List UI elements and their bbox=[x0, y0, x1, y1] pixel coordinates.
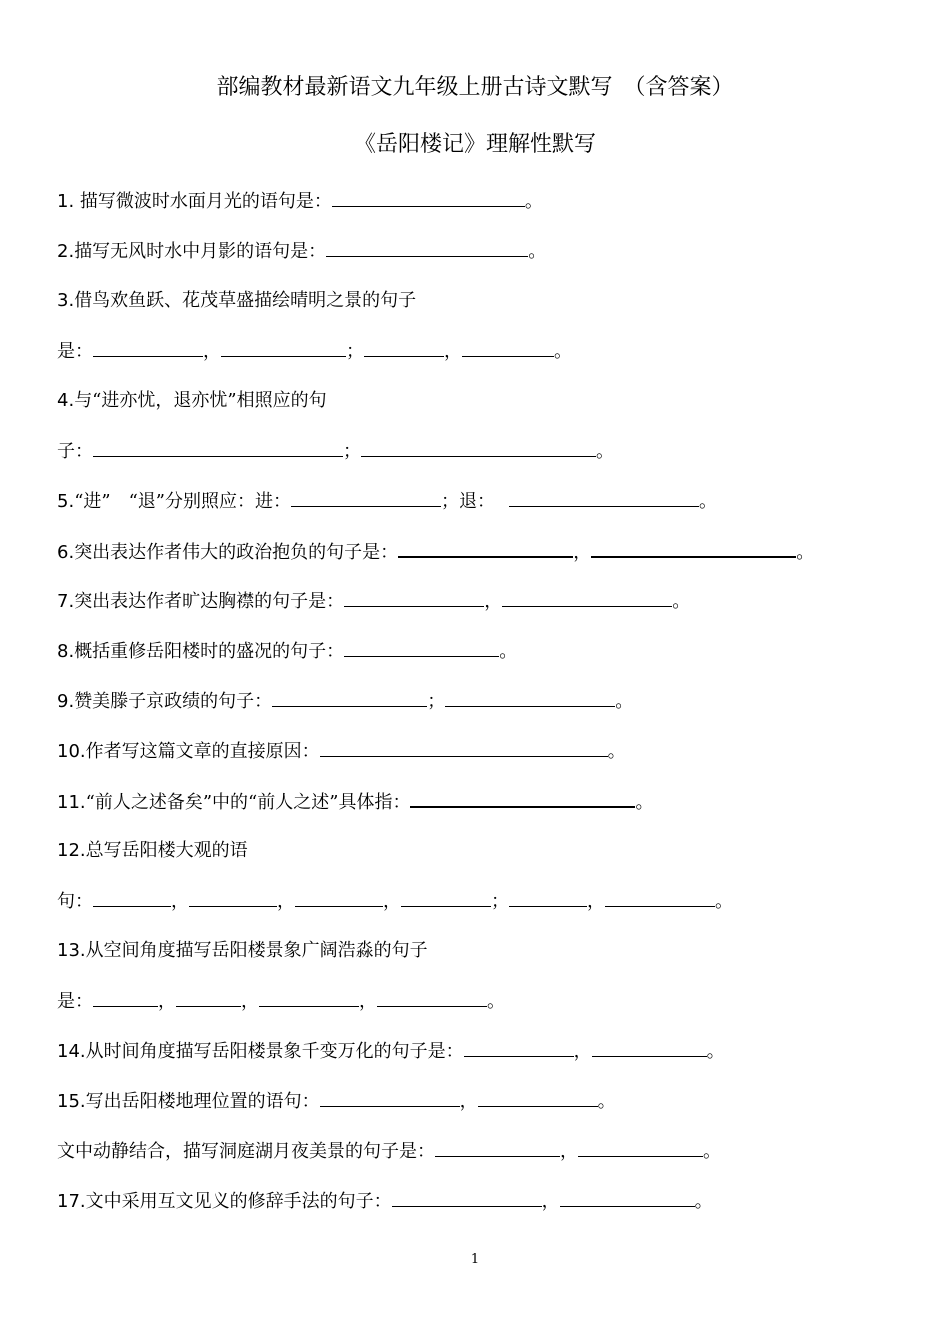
question-number: 12. bbox=[57, 840, 86, 861]
answer-blank[interactable] bbox=[326, 240, 528, 257]
question-10 bbox=[57, 740, 626, 763]
answer-blank[interactable] bbox=[259, 990, 359, 1007]
question-number: 5. bbox=[57, 491, 75, 512]
semicolon: ； bbox=[346, 341, 364, 362]
semicolon: ； bbox=[427, 691, 446, 712]
question-text-cont: 是： bbox=[57, 341, 93, 362]
question-number: 1. bbox=[57, 191, 75, 212]
question-text: 概括重修岳阳楼时的盛况的句子： bbox=[74, 641, 345, 662]
answer-blank[interactable] bbox=[478, 1090, 598, 1107]
question-8 bbox=[57, 640, 517, 663]
period: 。 bbox=[715, 891, 733, 912]
question-text-cont: 是： bbox=[57, 991, 93, 1012]
question-text: 写出岳阳楼地理位置的语句： bbox=[85, 1091, 320, 1112]
question-12-answer-line bbox=[57, 890, 733, 913]
question-text: 赞美滕子京政绩的句子： bbox=[74, 691, 273, 712]
question-7 bbox=[57, 590, 690, 613]
question-15 bbox=[57, 1090, 616, 1113]
question-text: 突出表达作者伟大的政治抱负的句子是： bbox=[74, 542, 399, 563]
question-text: 文中动静结合，描写洞庭湖月夜美景的句子是： bbox=[57, 1141, 435, 1162]
question-text: “进” “退”分别照应：进： bbox=[74, 491, 291, 512]
period: 。 bbox=[597, 1091, 616, 1112]
comma: ， bbox=[359, 991, 377, 1012]
question-text: 突出表达作者旷达胸襟的句子是： bbox=[74, 591, 345, 612]
question-number: 8. bbox=[57, 641, 75, 662]
answer-blank[interactable] bbox=[176, 990, 241, 1007]
answer-blank[interactable] bbox=[560, 1190, 695, 1207]
period: 。 bbox=[796, 542, 815, 563]
period: 。 bbox=[706, 1041, 725, 1062]
answer-blank[interactable] bbox=[93, 890, 171, 907]
answer-blank[interactable] bbox=[221, 340, 346, 357]
question-text: 与“进亦忧，退亦忧”相照应的句 bbox=[74, 390, 327, 411]
question-text: 文中采用互文见义的修辞手法的句子： bbox=[85, 1191, 392, 1212]
question-number: 13. bbox=[57, 940, 86, 961]
comma: ， bbox=[587, 891, 605, 912]
period: 。 bbox=[699, 491, 717, 512]
question-4 bbox=[57, 390, 327, 412]
comma: ， bbox=[573, 542, 592, 563]
answer-blank[interactable] bbox=[320, 740, 608, 757]
question-6 bbox=[57, 540, 814, 564]
answer-blank[interactable] bbox=[189, 890, 277, 907]
question-number: 14. bbox=[57, 1041, 86, 1062]
answer-blank[interactable] bbox=[401, 890, 491, 907]
answer-blank[interactable] bbox=[320, 1090, 460, 1107]
comma: ， bbox=[541, 1191, 560, 1212]
answer-blank[interactable] bbox=[445, 690, 615, 707]
answer-blank[interactable] bbox=[93, 990, 158, 1007]
answer-blank[interactable] bbox=[272, 690, 427, 707]
question-text: 描写微波时水面月光的语句是： bbox=[79, 191, 332, 212]
comma: ， bbox=[560, 1141, 578, 1162]
answer-blank[interactable] bbox=[398, 540, 573, 558]
comma: ， bbox=[444, 341, 462, 362]
question-number: 2. bbox=[57, 241, 75, 262]
answer-blank[interactable] bbox=[295, 890, 383, 907]
answer-blank[interactable] bbox=[464, 1040, 574, 1057]
question-13 bbox=[57, 940, 428, 962]
answer-blank[interactable] bbox=[377, 990, 487, 1007]
question-number: 10. bbox=[57, 741, 86, 762]
period: 。 bbox=[554, 341, 572, 362]
question-number: 6. bbox=[57, 542, 75, 563]
question-number: 15. bbox=[57, 1091, 86, 1112]
answer-blank[interactable] bbox=[605, 890, 715, 907]
answer-blank[interactable] bbox=[435, 1140, 560, 1157]
period: 。 bbox=[607, 741, 626, 762]
answer-blank[interactable] bbox=[410, 790, 635, 808]
semicolon: ； bbox=[491, 891, 509, 912]
question-number: 4. bbox=[57, 390, 75, 411]
answer-blank[interactable] bbox=[509, 490, 699, 507]
question-1 bbox=[57, 190, 543, 213]
question-14 bbox=[57, 1040, 725, 1063]
period: 。 bbox=[487, 991, 505, 1012]
question-17 bbox=[57, 1190, 713, 1213]
question-number: 11. bbox=[57, 792, 86, 813]
comma: ， bbox=[277, 891, 295, 912]
period: 。 bbox=[694, 1191, 713, 1212]
answer-blank[interactable] bbox=[344, 640, 499, 657]
period: 。 bbox=[528, 241, 547, 262]
semicolon: ； bbox=[343, 441, 361, 462]
question-text-cont: 子： bbox=[57, 441, 93, 462]
answer-blank[interactable] bbox=[332, 190, 525, 207]
question-text: 描写无风时水中月影的语句是： bbox=[74, 241, 327, 262]
answer-blank[interactable] bbox=[509, 890, 587, 907]
period: 。 bbox=[596, 441, 614, 462]
question-3-answer-line bbox=[57, 340, 572, 363]
answer-blank[interactable] bbox=[93, 440, 343, 457]
answer-blank[interactable] bbox=[578, 1140, 703, 1157]
question-text-cont: 句： bbox=[57, 891, 93, 912]
question-3 bbox=[57, 290, 416, 312]
answer-blank[interactable] bbox=[591, 540, 796, 558]
period: 。 bbox=[703, 1141, 721, 1162]
question-text: 作者写这篇文章的直接原因： bbox=[85, 741, 320, 762]
answer-blank[interactable] bbox=[364, 340, 444, 357]
comma: ， bbox=[241, 991, 259, 1012]
period: 。 bbox=[499, 641, 518, 662]
question-16 bbox=[57, 1140, 721, 1163]
question-9 bbox=[57, 690, 633, 713]
question-text: 从时间角度描写岳阳楼景象千变万化的句子是： bbox=[85, 1041, 464, 1062]
answer-blank[interactable] bbox=[93, 340, 203, 357]
answer-blank[interactable] bbox=[502, 590, 672, 607]
question-number: 17. bbox=[57, 1191, 86, 1212]
comma: ， bbox=[484, 591, 503, 612]
comma: ， bbox=[459, 1091, 478, 1112]
question-5 bbox=[57, 490, 717, 513]
answer-blank[interactable] bbox=[462, 340, 554, 357]
question-text: “前人之述备矣”中的“前人之述”具体指： bbox=[85, 792, 411, 813]
question-text: 总写岳阳楼大观的语 bbox=[85, 840, 248, 861]
period: 。 bbox=[524, 191, 543, 212]
period: 。 bbox=[635, 792, 654, 813]
question-2 bbox=[57, 240, 546, 263]
document-subtitle: 《岳阳楼记》理解性默写 bbox=[353, 132, 596, 157]
answer-blank[interactable] bbox=[361, 440, 596, 457]
question-number: 7. bbox=[57, 591, 75, 612]
question-13-answer-line bbox=[57, 990, 505, 1013]
question-text: 借鸟欢鱼跃、花茂草盛描绘晴明之景的句子 bbox=[74, 290, 417, 311]
comma: ， bbox=[573, 1041, 592, 1062]
period: 。 bbox=[615, 691, 634, 712]
answer-blank[interactable] bbox=[392, 1190, 542, 1207]
document-title: 部编教材最新语文九年级上册古诗文默写 （含答案） bbox=[216, 75, 734, 100]
comma: ， bbox=[383, 891, 401, 912]
answer-blank[interactable] bbox=[592, 1040, 707, 1057]
question-number: 3. bbox=[57, 290, 75, 311]
answer-blank[interactable] bbox=[291, 490, 441, 507]
question-11 bbox=[57, 790, 653, 814]
comma: ， bbox=[158, 991, 176, 1012]
comma: ， bbox=[203, 341, 221, 362]
question-12 bbox=[57, 840, 248, 862]
comma: ， bbox=[171, 891, 189, 912]
question-number: 9. bbox=[57, 691, 75, 712]
question-text-mid: ；退： bbox=[441, 491, 495, 512]
page-number: 1 bbox=[470, 1252, 480, 1267]
answer-blank[interactable] bbox=[344, 590, 484, 607]
question-4-answer-line bbox=[57, 440, 614, 463]
question-text: 从空间角度描写岳阳楼景象广阔浩淼的句子 bbox=[85, 940, 428, 961]
period: 。 bbox=[672, 591, 691, 612]
